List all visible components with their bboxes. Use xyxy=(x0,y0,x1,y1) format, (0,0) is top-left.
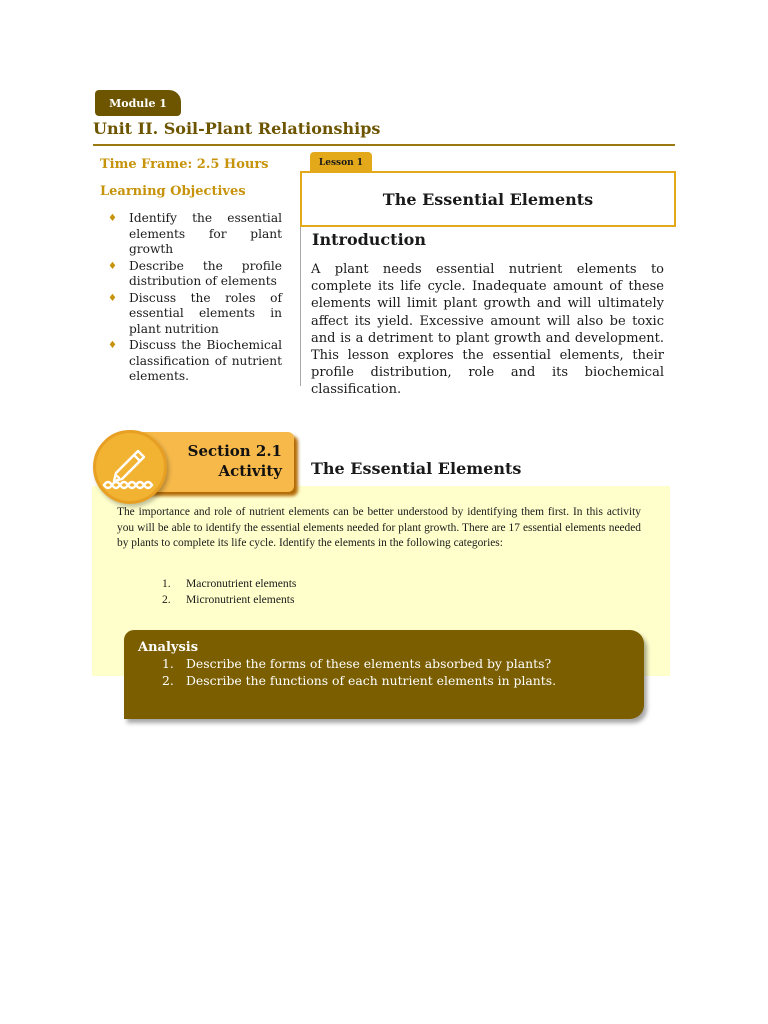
list-item: 1. Macronutrient elements xyxy=(162,577,297,590)
category-list xyxy=(162,576,296,608)
section-type: Activity xyxy=(218,462,282,480)
pencil-icon xyxy=(96,433,164,501)
objective-item: ♦ Identify the essential elements for plant growth xyxy=(108,211,282,256)
diamond-bullet-icon: ♦ xyxy=(108,340,117,351)
analysis-title: Analysis xyxy=(138,640,199,655)
diamond-bullet-icon: ♦ xyxy=(108,213,117,224)
analysis-list xyxy=(162,656,556,689)
introduction-heading: Introduction xyxy=(312,230,426,249)
objective-item: ♦ Discuss the Biochemical classification of nutrient elements. xyxy=(108,338,282,383)
objective-item: ♦ Describe the profile distribution of elements xyxy=(108,258,282,288)
list-item: 1. Describe the forms of these elements absorbed by plants? xyxy=(162,656,552,671)
learning-objectives-title: Learning Objectives xyxy=(100,184,246,199)
objective-item: ♦ Discuss the roles of essential elements in plant nutrition xyxy=(108,290,282,336)
learning-objectives-list xyxy=(108,211,282,386)
unit-divider xyxy=(93,144,675,146)
lesson-title-box xyxy=(300,171,676,227)
section-heading: The Essential Elements xyxy=(311,459,522,478)
module-badge: Module 1 xyxy=(95,90,181,116)
section-number: Section 2.1 xyxy=(187,442,282,460)
activity-text: The importance and role of nutrient elements can be better understood by identifying them first. In this activity you will be able to identify the essential elements needed for plant growth. There are 17 essential elements needed by plants to complete its life cycle. Identify the elements in the following categories: xyxy=(117,506,641,549)
diamond-bullet-icon: ♦ xyxy=(108,292,117,304)
column-divider xyxy=(300,226,301,386)
list-item: 2. Micronutrient elements xyxy=(162,593,295,606)
lesson-tab: Lesson 1 xyxy=(310,152,372,173)
analysis-box xyxy=(124,630,644,719)
diamond-bullet-icon: ♦ xyxy=(108,260,117,272)
time-frame: Time Frame: 2.5 Hours xyxy=(100,157,269,172)
unit-title: Unit II. Soil-Plant Relationships xyxy=(93,119,381,138)
introduction-text: A plant needs essential nutrient elements to complete its life cycle. Inadequate amount of these elements will limit plant growth and will ultimately affect its yield. Excessive amount will also be toxic and is a detriment to plant growth and development. This lesson explores the essential elements, their profile distribution, role and its biochemical classification. xyxy=(311,262,664,398)
section-icon-circle xyxy=(93,430,167,504)
list-item: 2. Describe the functions of each nutrient elements in plants. xyxy=(162,672,557,688)
lesson-title: The Essential Elements xyxy=(382,189,594,209)
section-label xyxy=(188,441,282,481)
